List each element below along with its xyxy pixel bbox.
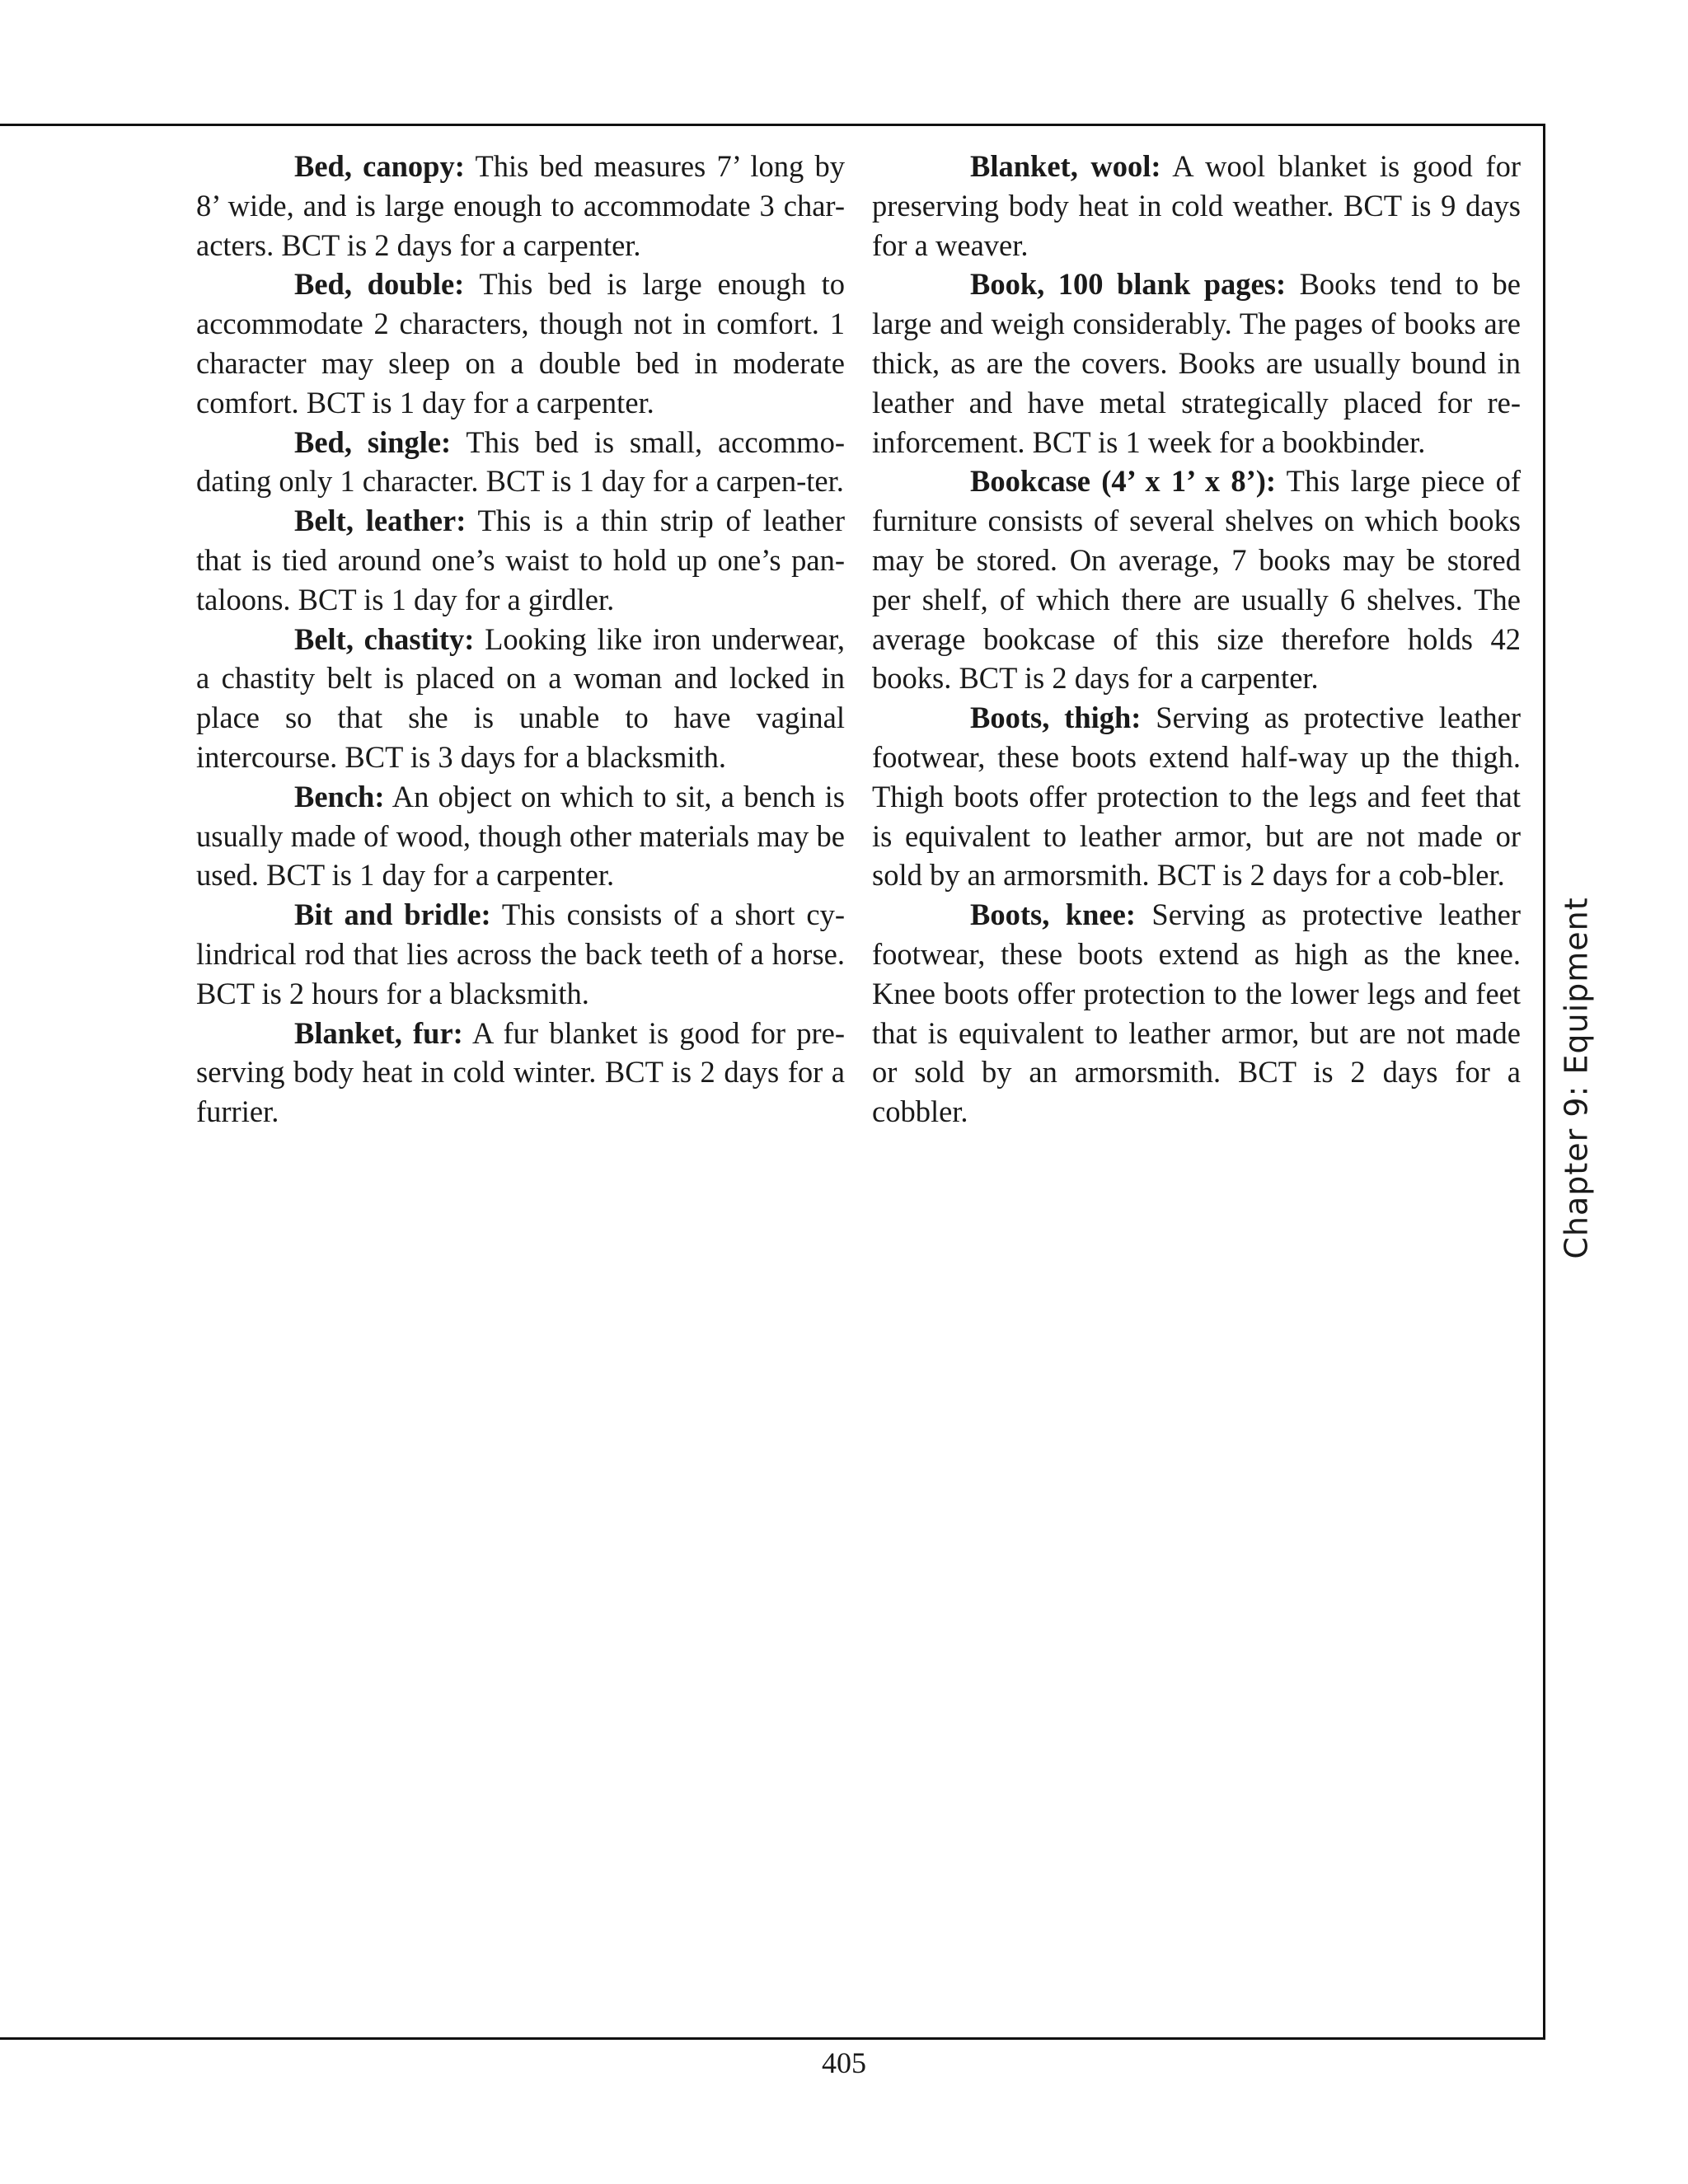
entry-term: Bit and bridle: — [294, 898, 491, 932]
entry-text: This bed is small, accommo-dating only 1 character. BCT is 1 day for a carpen-ter. — [196, 424, 845, 499]
entry-term: Book, 100 blank pages: — [970, 267, 1287, 302]
chapter-tab — [1556, 897, 1597, 1259]
page-number: 405 — [822, 2046, 866, 2079]
entry — [872, 147, 1521, 265]
entry — [196, 423, 845, 502]
chapter-label: Chapter 9: Equipment — [1559, 897, 1595, 1259]
entry-text: This bed is large enough to accommodate 2 characters, though not in comfort. 1 character may sleep on a double bed in moderate comfort. BCT is 1 day for a carpenter. — [196, 267, 845, 419]
entry-text: This bed measures 7’ long by 8’ wide, and is large enough to accommodate 3 char-acters. BCT is 2 days for a carpenter. — [196, 149, 845, 262]
right-column — [872, 147, 1521, 1132]
entry-text: This consists of a short cy-lindrical rod that lies across the back teeth of a horse. BCT is 2 hours for a blacksmith. — [196, 898, 845, 1010]
entry — [872, 698, 1521, 895]
entry — [196, 895, 845, 1013]
entry-term: Bed, double: — [294, 267, 465, 302]
entry-term: Boots, knee: — [970, 898, 1136, 932]
entry-term: Bench: — [294, 779, 385, 813]
entry — [196, 265, 845, 422]
entry-text: Serving as protective leather footwear, these boots extend as high as the knee. Knee boots offer protection to the lower legs and feet that is equivalent to leather armor, but are not made or sold by an armorsmith. BCT is 2 days for a cobbler. — [872, 898, 1521, 1129]
entry — [872, 265, 1521, 462]
entry — [196, 501, 845, 619]
entry-term: Boots, thigh: — [970, 701, 1142, 735]
entry — [196, 1014, 845, 1132]
entry-text: This large piece of furniture consists of several shelves on which books may be stored. On average, 7 books may be stored per shelf, of which there are usually 6 shelves. The average bookcase of this size therefore holds 42 books. BCT is 2 days for a carpenter. — [872, 464, 1521, 696]
entry-term: Belt, leather: — [294, 504, 467, 538]
entry — [196, 777, 845, 895]
entry-text: A wool blanket is good for preserving body heat in cold weather. BCT is 9 days for a weaver. — [872, 149, 1521, 262]
entry-term: Blanket, fur: — [294, 1015, 463, 1050]
entry-term: Bookcase (4’ x 1’ x 8’): — [970, 464, 1277, 499]
entry-text: Serving as protective leather footwear, these boots extend half-way up the thigh. Thigh boots offer protection to the legs and feet that is equivalent to leather armor, but are not made or sold by an armorsmith. BCT is 2 days for a cob-bler. — [872, 701, 1521, 893]
entry-text: This is a thin strip of leather that is tied around one’s waist to hold up one’s pan-taloons. BCT is 1 day for a girdler. — [196, 504, 845, 616]
entry — [872, 895, 1521, 1132]
entry-term: Bed, canopy: — [294, 149, 465, 183]
entry-text: A fur blanket is good for pre-serving body heat in cold winter. BCT is 2 days for a furrier. — [196, 1015, 845, 1129]
entry-text: An object on which to sit, a bench is usually made of wood, though other materials may be used. BCT is 1 day for a carpenter. — [196, 779, 845, 893]
entry — [196, 147, 845, 265]
entry-text: Books tend to be large and weigh considerably. The pages of books are thick, as are the covers. Books are usually bound in leather and have metal strategically placed for re-inforcement. BCT is 1 week for a bookbinder. — [872, 267, 1522, 459]
entry — [872, 462, 1521, 698]
entry — [196, 620, 845, 777]
entry-term: Belt, chastity: — [294, 621, 475, 656]
entry-term: Blanket, wool: — [970, 149, 1161, 183]
entry-term: Bed, single: — [294, 424, 452, 459]
left-column — [196, 147, 845, 1132]
entry-text: Looking like iron underwear, a chastity belt is placed on a woman and locked in place so that she is unable to have vaginal intercourse. BCT is 3 days for a blacksmith. — [196, 621, 846, 774]
